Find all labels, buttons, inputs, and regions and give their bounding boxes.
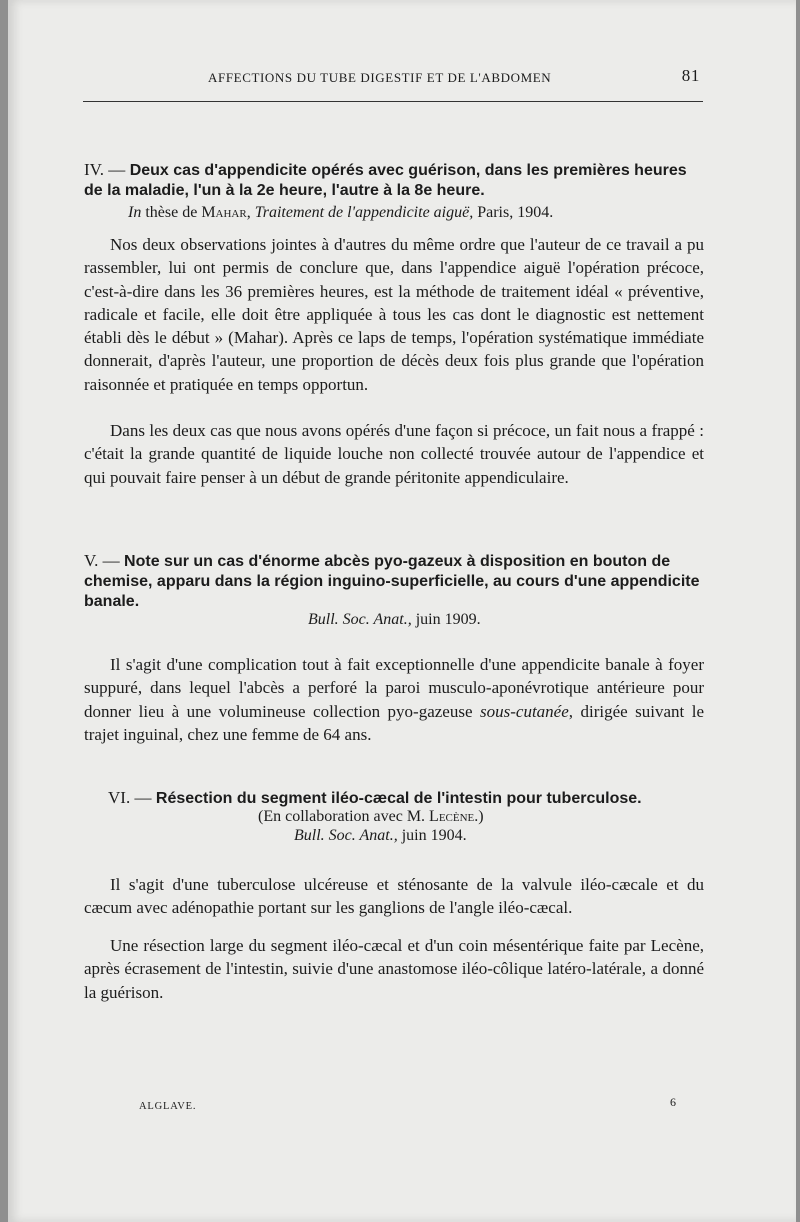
ref-place: Paris, 1904. (477, 204, 554, 221)
entry-v-reference (308, 610, 608, 630)
footer-signature: ALGLAVE. (139, 1101, 197, 1112)
collab-name: Lecène.) (429, 808, 484, 825)
entry-vi-paragraph-2: Une résection large du segment iléo-cæcal et d'un coin mésentérique faite par Lecène, après écrasement de l'intestin, suivie d'une anastomose iléo-côlique latéro-latérale, a donné la guérison. (84, 936, 704, 1002)
ref-work: Bull. Soc. Anat., (308, 611, 412, 628)
running-head: AFFECTIONS DU TUBE DIGESTIF ET DE L'ABDOMEN (208, 70, 552, 85)
entry-number: V. — (84, 551, 120, 570)
paragraph-text-end: , dirigée suivant le trajet inguinal, chez une femme de 64 ans. (84, 701, 705, 744)
collab-prefix: (En collaboration avec M. (258, 808, 426, 825)
paragraph-italic: sous-cutanée (480, 701, 569, 721)
entry-v-paragraph (84, 653, 704, 746)
entry-vi-heading (108, 788, 728, 809)
ref-prefix: In (128, 204, 142, 221)
entry-iv-reference (128, 203, 688, 223)
ref-middle: thèse de (145, 204, 198, 221)
ref-work: Traitement de l'appendicite aiguë, (254, 204, 474, 221)
entry-number: VI. — (108, 788, 152, 807)
paragraph-text: Il s'agit d'une complication tout à fait exceptionnelle d'une appendicite banale à foyer suppuré, dans lequel l'abcès a perforé la paroi musculo-aponévrotique antérieure pour donner lieu à une volumineuse collection pyo-gazeuse (84, 655, 704, 721)
header-rule (83, 101, 703, 102)
entry-iv-paragraph-2: Dans les deux cas que nous avons opérés d'une façon si précoce, un fait nous a frappé : c'était la grande quantité de liquide louche non collecté trouvée autour de l'appendice et qui pouvait faire penser à un début de grande péritonite appendiculaire. (84, 421, 704, 487)
entry-title: Résection du segment iléo-cæcal de l'intestin pour tuberculose. (155, 790, 642, 807)
ref-author: Mahar, (201, 204, 251, 221)
entry-title: Deux cas d'appendicite opérés avec guérison, dans les premières heures de la maladie, l'un à la 2e heure, l'autre à la 8e heure. (84, 162, 687, 199)
book-page (8, 0, 796, 1222)
ref-date: juin 1909. (415, 611, 481, 628)
ref-date: juin 1904. (401, 827, 467, 844)
page-number: 81 (681, 66, 700, 85)
entry-vi-reference (294, 826, 594, 846)
entry-iv-paragraph-1: Nos deux observations jointes à d'autres du même ordre que l'auteur de ce travail a pu rassembler, lui ont permis de conclure que, dans l'appendice aiguë l'opération précoce, c'est-à-dire dans les 36 premières heures, est la méthode de traitement idéal « préventive, radicale et facile, elle doit être appliquée à tous les cas dont le diagnostic est nettement établi dès le début » (Mahar). Après ce laps de temps, l'opération systématique immédiate donnerait, d'après l'auteur, une proportion de décès deux fois plus grande que l'opération raisonnée et pratiquée en temps opportun. (84, 235, 704, 394)
entry-vi-paragraph-1: Il s'agit d'une tuberculose ulcéreuse et sténosante de la valvule iléo-cæcale et du cæcum avec adénopathie portant sur les ganglions de l'angle iléo-cæcal. (84, 875, 704, 918)
entry-number: IV. — (84, 160, 126, 179)
footer-sheet-number: 6 (670, 1095, 676, 1109)
entry-title: Note sur un cas d'énorme abcès pyo-gazeux à disposition en bouton de chemise, apparu dans la région inguino-superficielle, au cours d'une appendicite banale. (84, 553, 700, 610)
entry-iv-heading (84, 160, 704, 201)
ref-work: Bull. Soc. Anat., (294, 827, 398, 844)
entry-vi-collaboration (258, 807, 658, 827)
entry-v-heading (84, 551, 704, 612)
